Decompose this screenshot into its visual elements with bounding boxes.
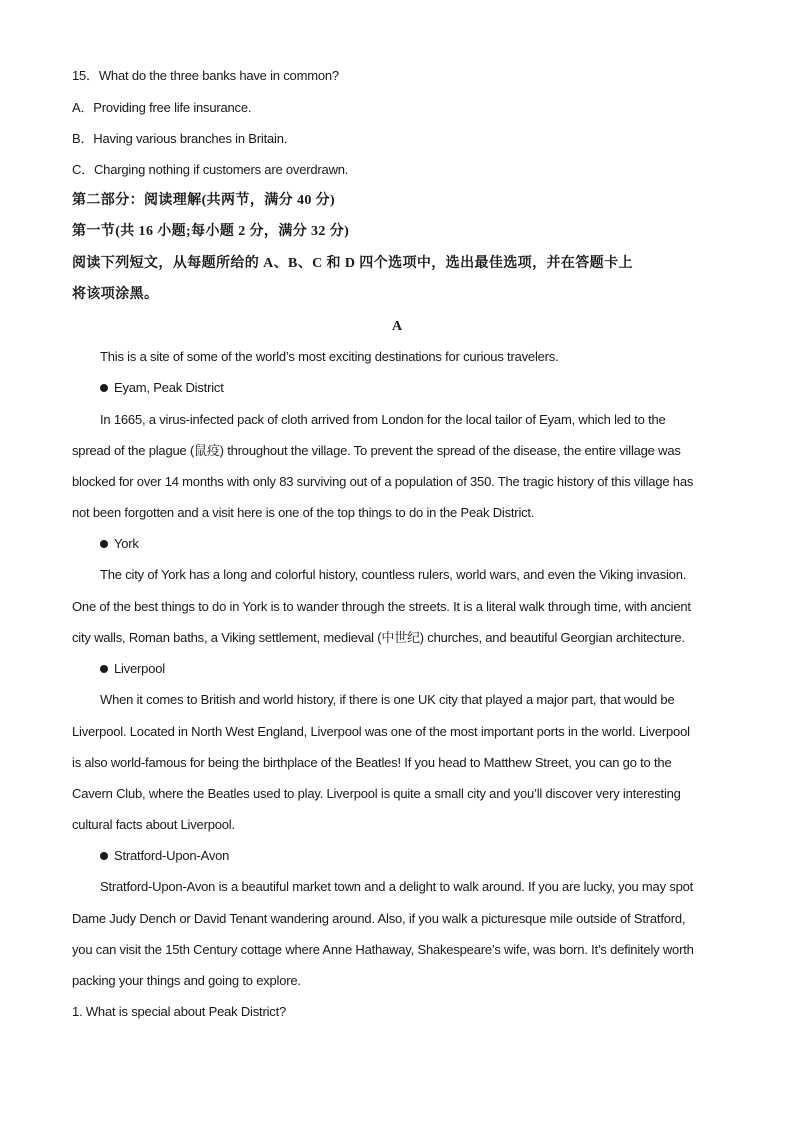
- question-15-option-c: C．Charging nothing if customers are overdrawn.: [72, 162, 349, 177]
- bullet-icon: [100, 540, 108, 548]
- question-15-stem: 15．What do the three banks have in common?: [72, 68, 339, 83]
- place-name: Stratford-Upon-Avon: [114, 848, 230, 863]
- question-1-stem: 1. What is special about Peak District?: [72, 1004, 287, 1019]
- paragraph-line: blocked for over 14 months with only 83 surviving out of a population of 350. The tragic history of this village has: [72, 474, 694, 489]
- place-name: Eyam, Peak District: [114, 380, 224, 395]
- paragraph-line: Cavern Club, where the Beatles used to play. Liverpool is quite a small city and you’ll discover very interesting: [72, 786, 681, 801]
- paragraph-line: you can visit the 15th Century cottage where Anne Hathaway, Shakespeare’s wife, was born. It’s definitely worth: [72, 942, 694, 957]
- place-heading-liverpool: [100, 659, 750, 679]
- place-heading-stratford: [100, 846, 750, 866]
- paragraph-line: is also world-famous for being the birthplace of the Beatles! If you head to Matthew Street, you can go to the: [72, 755, 672, 770]
- part-title: 第二部分：阅读理解(共两节，满分 40 分): [72, 193, 336, 208]
- bullet-icon: [100, 384, 108, 392]
- section-subtitle: 第一节(共 16 小题;每小题 2 分，满分 32 分): [72, 224, 350, 239]
- place-heading-eyam: [100, 378, 750, 398]
- paragraph-line: The city of York has a long and colorful history, countless rulers, world wars, and even the Viking invasion.: [100, 567, 687, 582]
- instruction-line-1: 阅读下列短文，从每题所给的 A、B、C 和 D 四个选项中，选出最佳选项，并在答题卡上: [72, 256, 633, 271]
- paragraph-line: One of the best things to do in York is to wander through the streets. It is a literal walk through time, with ancient: [72, 599, 691, 614]
- paragraph-line: packing your things and going to explore.: [72, 973, 301, 988]
- paragraph-line: not been forgotten and a visit here is one of the top things to do in the Peak District.: [72, 505, 535, 520]
- paragraph-line: Stratford-Upon-Avon is a beautiful market town and a delight to walk around. If you are lucky, you may spot: [100, 879, 694, 894]
- passage-intro: This is a site of some of the world’s most exciting destinations for curious travelers.: [100, 349, 559, 364]
- paragraph-line: city walls, Roman baths, a Viking settlement, medieval (中世纪) churches, and beautiful Georgian architecture.: [72, 630, 685, 645]
- place-name: Liverpool: [114, 661, 165, 676]
- place-heading-york: [100, 534, 750, 554]
- question-15-option-a: A．Providing free life insurance.: [72, 100, 252, 115]
- place-name: York: [114, 536, 139, 551]
- question-15-option-b: B．Having various branches in Britain.: [72, 131, 288, 146]
- paragraph-line: Dame Judy Dench or David Tenant wandering around. Also, if you walk a picturesque mile outside of Stratford,: [72, 911, 686, 926]
- paragraph-line: When it comes to British and world history, if there is one UK city that played a major part, that would be: [100, 692, 675, 707]
- bullet-icon: [100, 665, 108, 673]
- bullet-icon: [100, 852, 108, 860]
- paragraph-line: In 1665, a virus-infected pack of cloth arrived from London for the local tailor of Eyam, which led to the: [100, 412, 666, 427]
- paragraph-line: spread of the plague (鼠疫) throughout the village. To prevent the spread of the disease, the entire village was: [72, 443, 681, 458]
- paragraph-line: Liverpool. Located in North West England, Liverpool was one of the most important ports in the world. Liverpool: [72, 724, 690, 739]
- paragraph-line: cultural facts about Liverpool.: [72, 817, 235, 832]
- instruction-line-2: 将该项涂黑。: [72, 287, 159, 302]
- passage-label: A: [392, 319, 402, 334]
